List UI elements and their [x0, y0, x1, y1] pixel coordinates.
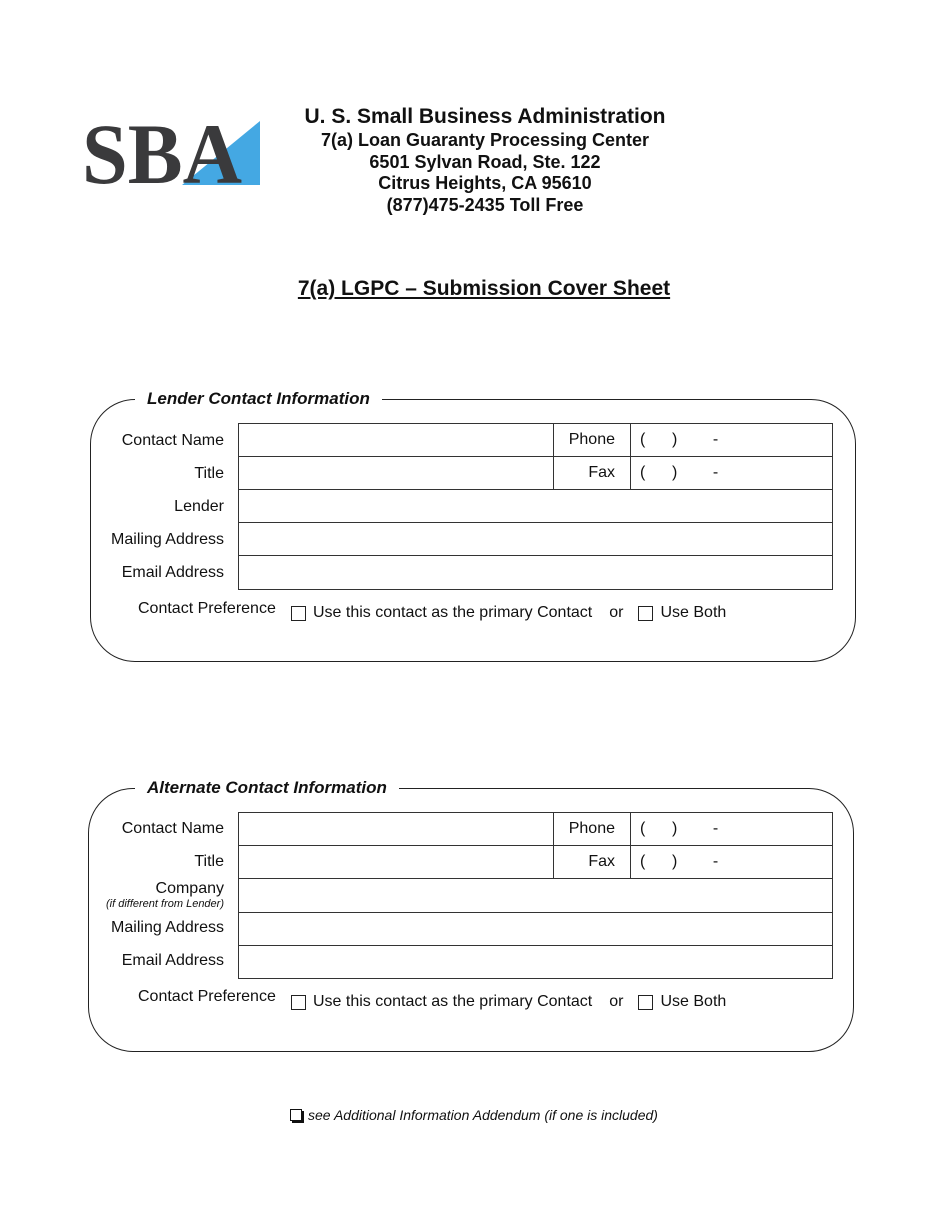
page-title: 7(a) LGPC – Submission Cover Sheet: [297, 277, 671, 300]
lender-title-label: Title: [194, 465, 224, 482]
lender-primary-option-label: Use this contact as the primary Contact: [313, 604, 593, 621]
alternate-contact-table: [238, 812, 833, 979]
alt-or-text: or: [609, 993, 624, 1010]
street-address: 6501 Sylvan Road, Ste. 122: [369, 151, 601, 172]
alt-contact-name-label: Contact Name: [121, 820, 224, 837]
addendum-note-text: see Additional Information Addendum (if one is included): [308, 1107, 658, 1123]
lender-use-both-checkbox[interactable]: [638, 606, 653, 621]
lender-or-text: or: [609, 604, 624, 621]
lender-mailing-address-label: Mailing Address: [111, 531, 224, 548]
alt-contact-name-field[interactable]: [239, 813, 554, 846]
lender-email-address-field[interactable]: [239, 556, 833, 590]
alt-email-address-label: Email Address: [121, 952, 224, 969]
lender-phone-field[interactable]: ( ) -: [631, 424, 833, 457]
alt-use-both-label: Use Both: [660, 993, 727, 1010]
city-state-zip: Citrus Heights, CA 95610: [378, 173, 592, 193]
alt-fax-label: Fax: [554, 846, 631, 879]
alt-title-field[interactable]: [239, 846, 554, 879]
agency-name: U. S. Small Business Administration: [304, 105, 666, 128]
alt-company-note: (if different from Lender): [106, 898, 224, 910]
lender-primary-checkbox[interactable]: [291, 606, 306, 621]
alt-fax-field[interactable]: ( ) -: [631, 846, 833, 879]
alt-contact-preference-options: [291, 993, 726, 1011]
alt-company-label-text: Company: [155, 880, 224, 897]
addendum-checkbox[interactable]: [290, 1109, 302, 1121]
lender-phone-label: Phone: [554, 424, 631, 457]
alt-company-label: [54, 880, 224, 910]
lender-title-field[interactable]: [239, 457, 554, 490]
alt-email-address-field[interactable]: [239, 946, 833, 979]
lender-contact-legend: Lender Contact Information: [135, 389, 382, 409]
addendum-note: [290, 1107, 658, 1123]
lender-mailing-address-field[interactable]: [239, 523, 833, 556]
alt-phone-field[interactable]: ( ) -: [631, 813, 833, 846]
lender-lender-field[interactable]: [239, 490, 833, 523]
lender-contact-table: [238, 423, 833, 590]
alt-primary-option-label: Use this contact as the primary Contact: [313, 993, 593, 1010]
agency-header: [255, 104, 715, 216]
logo-text: SBA: [82, 113, 242, 187]
alt-use-both-checkbox[interactable]: [638, 995, 653, 1010]
lender-use-both-label: Use Both: [660, 604, 727, 621]
lender-fax-label: Fax: [554, 457, 631, 490]
sba-logo: [82, 113, 260, 187]
lender-contact-preference-label: Contact Preference: [138, 600, 276, 617]
toll-free-phone: (877)475-2435 Toll Free: [386, 194, 584, 215]
lender-email-address-label: Email Address: [121, 564, 224, 581]
center-name: 7(a) Loan Guaranty Processing Center: [320, 130, 650, 150]
lender-contact-name-field[interactable]: [239, 424, 554, 457]
lender-contact-name-label: Contact Name: [121, 432, 224, 449]
lender-fax-field[interactable]: ( ) -: [631, 457, 833, 490]
alt-contact-preference-label: Contact Preference: [138, 988, 276, 1005]
alt-company-field[interactable]: [239, 879, 833, 913]
alt-mailing-address-field[interactable]: [239, 913, 833, 946]
lender-lender-label: Lender: [174, 498, 224, 515]
lender-contact-preference-options: [291, 604, 726, 622]
alt-title-label: Title: [194, 853, 224, 870]
alt-phone-label: Phone: [554, 813, 631, 846]
alternate-contact-legend: Alternate Contact Information: [135, 778, 399, 798]
alt-mailing-address-label: Mailing Address: [111, 919, 224, 936]
alt-primary-checkbox[interactable]: [291, 995, 306, 1010]
